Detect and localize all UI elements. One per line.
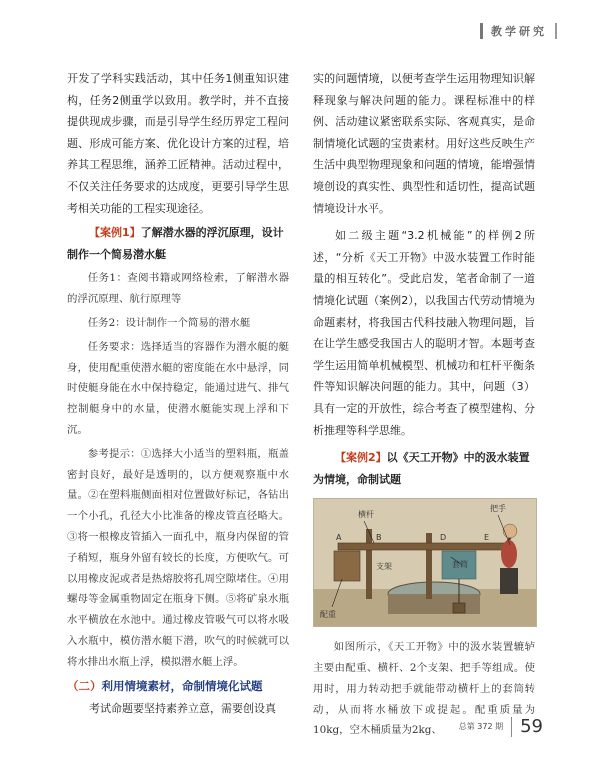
case2-heading bbox=[313, 447, 535, 490]
label-lever: 横杆 bbox=[358, 510, 374, 520]
section-number: （二） bbox=[67, 679, 102, 694]
case1-title: 了解潜水器的浮沉原理，设计制作一个简易潜水艇 bbox=[67, 226, 284, 261]
page-footer bbox=[459, 716, 543, 737]
paragraph: 开发了学科实践活动，其中任务1侧重知识建构，任务2侧重学以致用。教学时，并不直接提供现成步骤，而是引导学生经历界定工程问题、形成可能方案、优化设计方案的过程，培养其工程思维，涵养工匠精神。活动过程中，不仅关注任务要求的达成度，更要引导学生思考相关功能的工程实现途径。 bbox=[67, 72, 289, 215]
task2-text: 任务2：设计制作一个简易的潜水艇 bbox=[87, 316, 251, 329]
header-bar-right bbox=[555, 23, 557, 39]
label-a: A bbox=[336, 533, 342, 543]
label-handle: 把手 bbox=[490, 504, 506, 514]
well-windlass-illustration bbox=[313, 498, 537, 627]
hint-text: 参考提示：①选择大小适当的塑料瓶，瓶盖密封良好，最好是透明的，以方便观察瓶中水量。②在塑料瓶侧面相对位置做好标记，各钻出一个小孔，孔径大小比准备的橡皮管直径略大。③将一根橡皮管插入一面孔中，瓶身内保留的管子稍短，瓶身外留有较长的长度，方便吹气。可以用橡皮泥或者是热熔胶将孔周空隙堵住。④用螺母等金属重物固定在瓶身下侧。⑤将矿泉水瓶水平横放在水池中。通过橡皮管吸气可以将水吸入水瓶中，模仿潜水艇下潜，吹气的时候就可以将水排出水瓶上浮，模拟潜水艇上浮。 bbox=[67, 447, 289, 668]
section-title: 利用情境素材，命制情境化试题 bbox=[101, 679, 263, 694]
section-heading bbox=[67, 674, 289, 698]
task1-text: 任务1：查阅书籍或网络检索，了解潜水器的浮沉原理、航行原理等 bbox=[67, 272, 289, 306]
case2-title: 以《天工开物》中的汲水装置为情境，命制试题 bbox=[313, 451, 530, 486]
left-column bbox=[67, 68, 289, 720]
page-number: 59 bbox=[520, 716, 543, 737]
right-column bbox=[313, 68, 535, 741]
case1-heading bbox=[67, 222, 289, 265]
section-header bbox=[480, 20, 557, 42]
label-b: B bbox=[376, 533, 382, 543]
case1-bracket: 【案例1】 bbox=[89, 226, 141, 240]
requirement-text: 任务要求：选择适当的容器作为潜水艇的艇身，使用配重使潜水艇的密度能在水中悬浮，同时使艇身能在水中保持稳定，能通过进气、排气控制艇身中的水量，使潜水艇能实现上浮和下沉。 bbox=[67, 340, 289, 436]
section-tag: 教学研究 bbox=[491, 25, 547, 38]
case2-bracket: 【案例2】 bbox=[335, 451, 387, 465]
label-support: 支架 bbox=[376, 562, 392, 572]
label-counterweight: 配重 bbox=[320, 610, 336, 620]
label-d: D bbox=[440, 533, 447, 543]
windlass-drawing bbox=[314, 499, 536, 626]
header-bar-left bbox=[480, 23, 483, 39]
footer-divider bbox=[511, 717, 512, 737]
paragraph: 考试命题要坚持素养立意，需要创设真 bbox=[89, 702, 276, 716]
paragraph: 如图所示，《天工开物》中的汲水装置辘轳主要由配重、横杆、2个支架、把手等组成。使用时，用力转动把手就能带动横杆上的套筒转动，从而将水桶放下或提起。配重质量为10kg，空木桶质量为2kg、 bbox=[313, 641, 535, 737]
issue-number: 总第 372 期 bbox=[458, 722, 504, 731]
paragraph: 实的问题情境，以便考查学生运用物理知识解释现象与解决问题的能力。课程标准中的样例、活动建议紧密联系实际、客观真实，是命制情境化试题的宝贵素材。用好这些反映生产生活中典型物理现象和问题的情境，能增强情境创设的真实性、典型性和适切性，提高试题情境设计水平。 bbox=[313, 72, 535, 215]
paragraph: 如二级主题“3.2机械能”的样例2所述，“分析《天工开物》中汲水装置工作时能量的相互转化”。受此启发，笔者命制了一道情境化试题（案例2），以我国古代劳动情境为命题素材，将我国古代科技融入物理问题，旨在让学生感受我国古人的聪明才智。本题考查学生运用简单机械模型、机械功和杠杆平衡条件等知识解决问题的能力。其中，问题（3）具有一定的开放性，综合考查了模型建构、分析推理等科学思维。 bbox=[313, 229, 535, 437]
label-e: E bbox=[484, 533, 490, 543]
label-reel: 套筒 bbox=[452, 560, 468, 570]
